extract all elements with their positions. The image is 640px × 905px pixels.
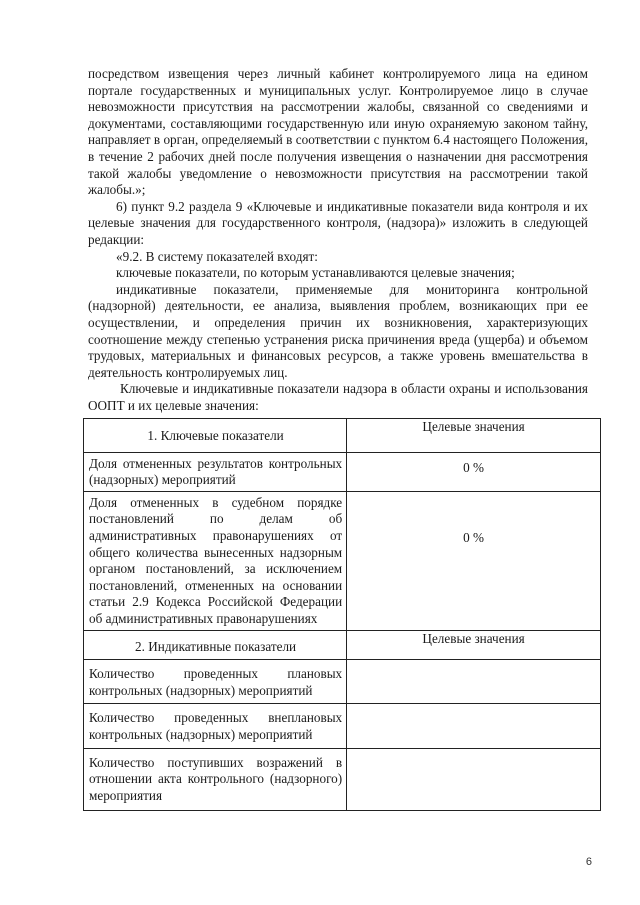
table-row — [84, 452, 601, 491]
paragraph-section-9-2: «9.2. В систему показателей входят: — [116, 248, 318, 264]
table-row — [84, 491, 601, 630]
indicator-cell: Количество проведенных внеплановых контрольных (надзорных) мероприятий — [84, 704, 347, 748]
table-row — [84, 704, 601, 748]
target-value: 0 % — [463, 529, 485, 545]
target-values-header: Целевые значения — [347, 419, 601, 453]
indicator-cell: Количество поступивших возражений в отношении акта контрольного (надзорного) мероприятия — [84, 748, 347, 811]
target-value-cell — [347, 748, 601, 811]
target-value-cell — [347, 660, 601, 704]
key-indicators-header: 1. Ключевые показатели — [84, 419, 347, 453]
page-number: 6 — [585, 856, 592, 868]
table-header-row-key — [84, 419, 601, 453]
target-value: 0 % — [463, 459, 485, 475]
target-value-cell — [347, 704, 601, 748]
target-value-cell — [347, 491, 601, 630]
indicator-cell: Количество проведенных плановых контрольных (надзорных) мероприятий — [84, 660, 347, 704]
target-values-header: Целевые значения — [347, 630, 601, 660]
indicator-cell: Доля отмененных результатов контрольных (надзорных) мероприятий — [84, 452, 347, 491]
table-row — [84, 660, 601, 704]
paragraph-indicative-indicators: индикативные показатели, применяемые для мониторинга контрольной (надзорной) деятельности, ее анализа, выявления проблем, возникающих при ее осуществлении, и определения причин их возникновения, характеризующих соотношение между степенью устранения риска причинения вреда (ущерба) и объемом трудовых, материальных и финансовых ресурсов, а также уровень вмешательства в деятельность контролируемых лиц. — [88, 281, 588, 380]
body-text-top — [88, 66, 588, 414]
table-row — [84, 748, 601, 811]
paragraph-key-indicators: ключевые показатели, по которым устанавливаются целевые значения; — [116, 265, 515, 281]
table-header-row-indicative — [84, 630, 601, 660]
paragraph-item-6: 6) пункт 9.2 раздела 9 «Ключевые и индикативные показатели вида контроля и их целевые значения для государственного контроля, (надзора)» изложить в следующей редакции: — [88, 198, 588, 247]
indicators-table — [83, 418, 601, 811]
paragraph-table-intro: Ключевые и индикативные показатели надзора в области охраны и использования ООПТ и их целевые значения: — [88, 381, 588, 413]
paragraph-continuation: посредством извещения через личный кабинет контролируемого лица на едином портале государственных и муниципальных услуг. Контролируемое лицо в случае невозможности присутствия на рассмотрении жалобы, связанной со сведениями и документами, составляющими государственную или иную охраняемую законом тайну, направляет в орган, определяемый в соответствии с пунктом 6.4 настоящего Положения, в течение 2 рабочих дней после получения извещения о назначении дня рассмотрения такой жалобы уведомление о невозможности присутствия на рассмотрении такой жалобы.»; — [88, 66, 588, 198]
indicative-indicators-header: 2. Индикативные показатели — [84, 630, 347, 660]
indicator-cell: Доля отмененных в судебном порядке постановлений по делам об административных правонарушениях от общего количества вынесенных надзорным органом постановлений, за исключением постановлений, отмененных на основании статьи 2.9 Кодекса Российской Федерации об административных правонарушениях — [84, 491, 347, 630]
target-value-cell — [347, 452, 601, 491]
